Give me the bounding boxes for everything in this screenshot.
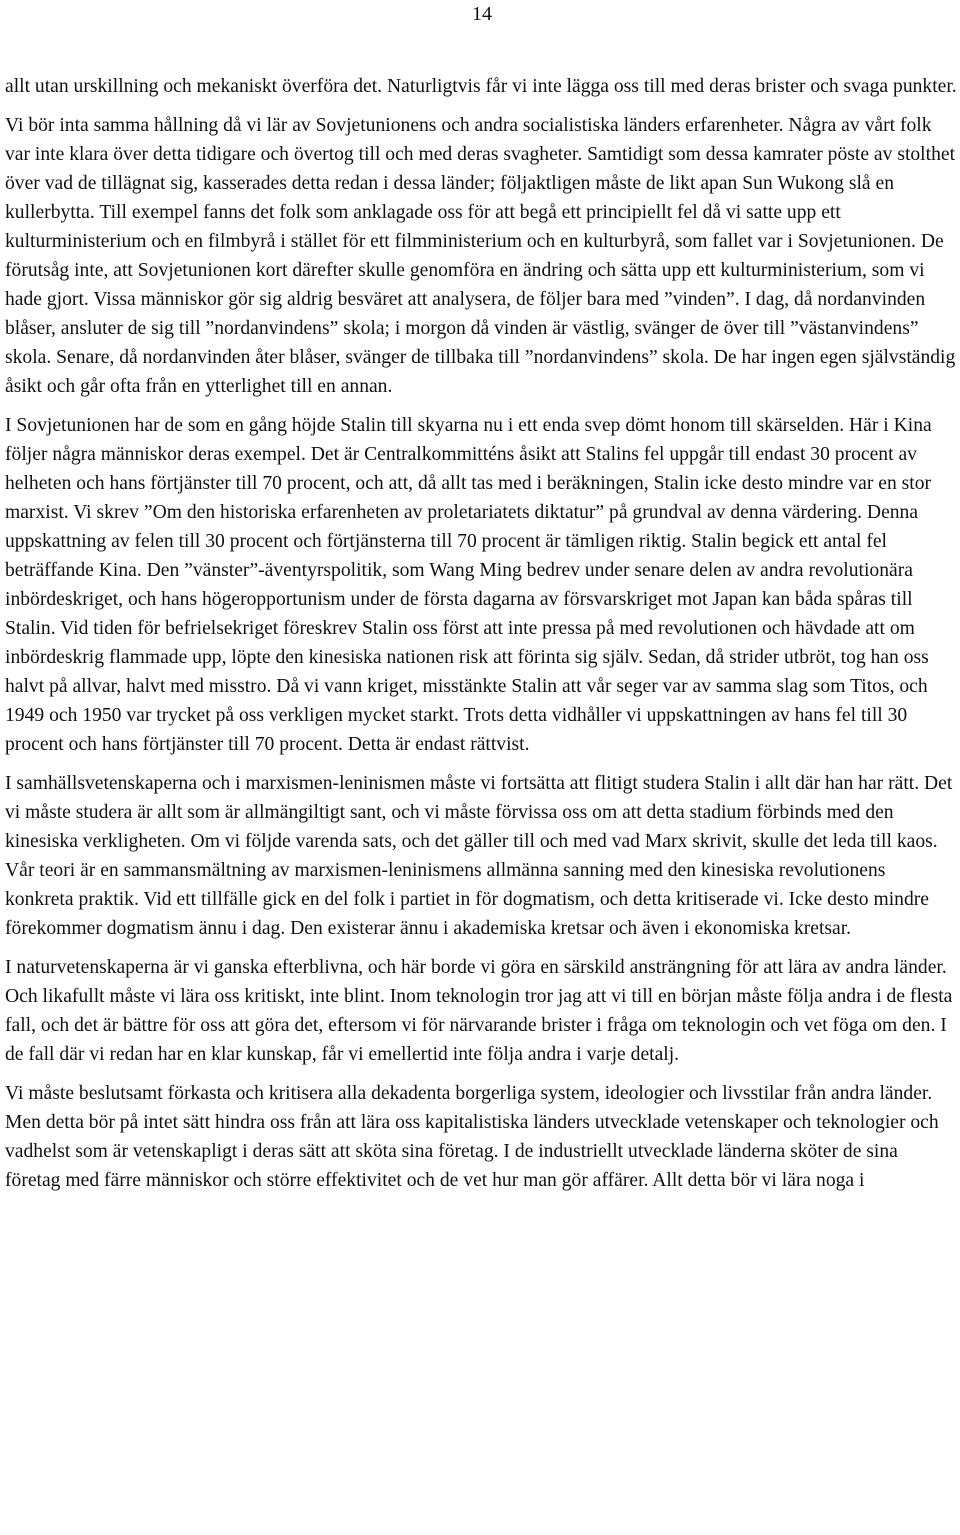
page-number: 14 — [472, 3, 492, 25]
paragraph-1: allt utan urskillning och mekaniskt överföra det. Naturligtvis får vi inte lägga oss till med deras brister och svaga punkter. — [5, 76, 957, 97]
paragraph-3: I Sovjetunionen har de som en gång höjde Stalin till skyarna nu i ett enda svep dömt honom till skärselden. Här i Kina följer några människor deras exempel. Det är Centralkommitténs åsikt att Stalins fel uppgår till endast 30 procent av helheten och hans förtjänster till 70 procent, och att, då allt tas med i beräkningen, Stalin icke desto mindre var en stor marxist. Vi skrev ”Om den historiska erfarenheten av proletariatets diktatur” på grundval av denna värdering. Denna uppskattning av felen till 30 procent och förtjänsterna till 70 procent är tämligen riktig. Stalin begick ett antal fel beträffande Kina. Den ”vänster”-äventyrspolitik, som Wang Ming bedrev under senare delen av andra revolutionära inbördeskriget, och hans högeropportunism under de första dagarna av försvarskriget mot Japan kan båda spåras till Stalin. Vid tiden för befrielsekriget föreskrev Stalin oss först att inte pressa på med revolutionen och hävdade att om inbördeskrig flammade upp, löpte den kinesiska nationen risk att förinta sig själv. Sedan, då strider utbröt, tog han oss halvt på allvar, halvt med misstro. Då vi vann kriget, misstänkte Stalin att vår seger var av samma slag som Titos, och 1949 och 1950 var trycket på oss verkligen mycket starkt. Trots detta vidhåller vi uppskattningen av hans fel till 30 procent och hans förtjänster till 70 procent. Detta är endast rättvist. — [5, 415, 932, 755]
paragraph-2: Vi bör inta samma hållning då vi lär av Sovjetunionens och andra socialistiska länders erfarenheter. Några av vårt folk var inte klara över detta tidigare och övertog till och med deras svagheter. Samtidigt som dessa kamrater pöste av stolthet över vad de tillägnat sig, kasserades detta redan i dessa länder; följaktligen måste de likt apan Sun Wukong slå en kullerbytta. Till exempel fanns det folk som anklagade oss för att begå ett principiellt fel då vi satte upp ett kulturministerium och en filmbyrå i stället för ett filmministerium och en kulturbyrå, som fallet var i Sovjetunionen. De förutsåg inte, att Sovjetunionen kort därefter skulle genomföra en ändring och sätta upp ett kulturministerium, som vi hade gjort. Vissa människor gör sig aldrig besväret att analysera, de följer bara med ”vinden”. I dag, då nordanvinden blåser, ansluter de sig till ”nordanvindens” skola; i morgon då vinden är västlig, svänger de över till ”västanvindens” skola. Senare, då nordanvinden åter blåser, svänger de tillbaka till ”nordanvindens” skola. De har ingen egen självständig åsikt och går ofta från en ytterlighet till en annan. — [5, 115, 956, 397]
paragraph-6: Vi måste beslutsamt förkasta och kritisera alla dekadenta borgerliga system, ideologier och livsstilar från andra länder. Men detta bör på intet sätt hindra oss från att lära oss kapitalistiska länders utvecklade vetenskaper och teknologier och vadhelst som är vetenskapligt i deras sätt att sköta sina företag. I de industriellt utvecklade länderna sköter de sina företag med färre människor och större effektivitet och de vet hur man gör affärer. Allt detta bör vi lära noga i — [5, 1083, 939, 1191]
paragraph-4: I samhällsvetenskaperna och i marxismen-leninismen måste vi fortsätta att flitigt studera Stalin i allt där han har rätt. Det vi måste studera är allt som är allmängiltigt sant, och vi måste förvissa oss om att detta stadium förbinds med den kinesiska verkligheten. Om vi följde varenda sats, och det gäller till och med vad Marx skrivit, skulle det leda till kaos. Vår teori är en sammansmältning av marxismen-leninismens allmänna sanning med den kinesiska revolutionens konkreta praktik. Vid ett tillfälle gick en del folk i partiet in för dogmatism, och detta kritiserade vi. Icke desto mindre förekommer dogmatism ännu i dag. Den existerar ännu i akademiska kretsar och även i ekonomiska kretsar. — [5, 773, 953, 939]
body-text — [5, 72, 958, 1205]
paragraph-5: I naturvetenskaperna är vi ganska efterblivna, och här borde vi göra en särskild ansträngning för att lära av andra länder. Och likafullt måste vi lära oss kritiskt, inte blint. Inom teknologin tror jag att vi till en början måste följa andra i de flesta fall, och det är bättre för oss att göra det, eftersom vi för närvarande brister i fråga om teknologin och vet föga om den. I de fall där vi redan har en klar kunskap, får vi emellertid inte följa andra i varje detalj. — [5, 957, 953, 1065]
